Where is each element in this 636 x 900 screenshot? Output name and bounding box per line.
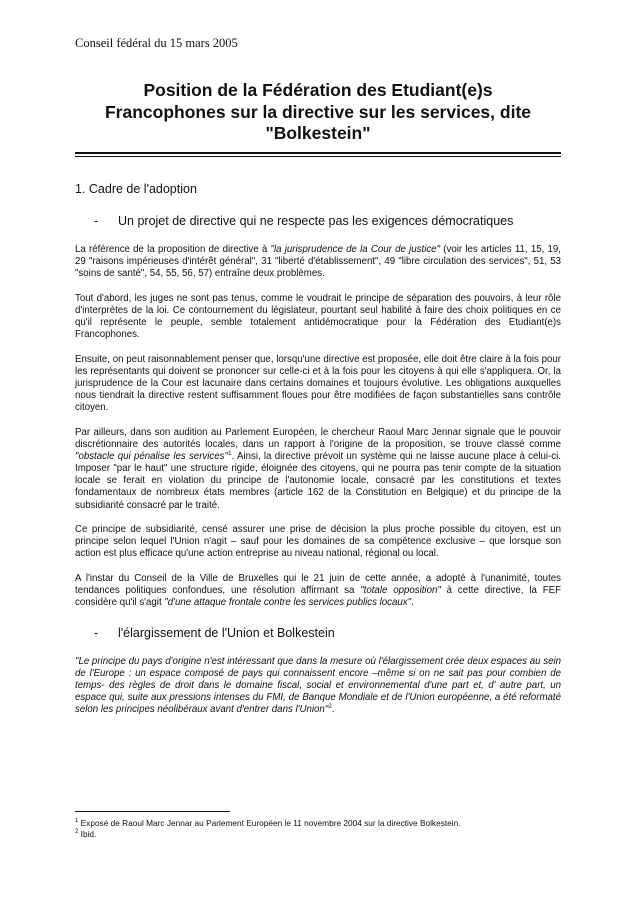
paragraph-3: Ensuite, on peut raisonnablement penser que, lorsqu'une directive est proposée, elle doit être claire à la fois pour les représentants qui doivent se prononcer sur celle-ci et à la fois pour les citoyens à qui elle s'appliquera. Or, la jurisprudence de la Cour est lacunaire dans certains domaines et toujours évolutive. Les obligations auxquelles nous tiendrait la directive restent suffisamment floues pour être modifiées de façon substantielles sans contrôle citoyen. <box>75 354 561 414</box>
footnote-separator <box>75 811 230 812</box>
title-rule-thin <box>75 156 561 157</box>
paragraph-4-quote: "obstacle qui pénalise les services" <box>75 451 228 463</box>
footnote-1-text: Exposé de Raoul Marc Jennar au Parlement Européen le 11 novembre 2004 sur la directive Bolkestein. <box>78 818 461 828</box>
paragraph-2: Tout d'abord, les juges ne sont pas tenus, comme le voudrait le principe de séparation des pouvoirs, à leur rôle d'interprètes de la loi. Ce contournement du législateur, pourtant seul habilité à faire des choix politiques en ce qu'il représente le peuple, semble totalement antidémocratique pour la Fédération des Etudiant(e)s Francophones. <box>75 293 561 341</box>
paragraph-1 <box>75 244 561 280</box>
footnotes <box>75 818 561 839</box>
paragraph-7-quote: "Le principe du pays d'origine n'est intéressant que dans la mesure où l'élargissement crée deux espaces au sein de l'Europe : un espace composé de pays qui connaissent encore –même si on ne sait pas pour combien de temps- des règles de droit dans le domaine fiscal, social et environnemental d'une part et, d' autre part, un espace qui, suite aux pressions intenses du FMI, de Banque Mondiale et de l'Union européenne, a été reformaté selon les principes néolibéraux avant d'entrer dans l'Union" <box>75 656 561 716</box>
paragraph-6 <box>75 573 561 609</box>
footnote-2-number: 2 <box>75 828 79 835</box>
subsection-1-dash: - <box>94 214 99 228</box>
paragraph-4-text-c: . Ainsi, la directive prévoit un système qui ne laisse aucune place à celui-ci. Imposer "par le haut" une structure rigide, éloignée des citoyens, qui ne pourra pas tenir compte de la situation locale se ferait en violation du principe de l'autonomie locale, consacré par les constitutions et textes fondamentaux de nombreux états membres (article 162 de la Constitution en Belgique) et du principe de la subsidiarité consacré par le traité. <box>75 451 561 511</box>
subsection-2-title: l'élargissement de l'Union et Bolkestein <box>118 626 335 640</box>
footnote-2-text: Ibid. <box>78 828 97 839</box>
paragraph-5: Ce principe de subsidiarité, censé assurer une prise de décision la plus proche possible du citoyen, est un principe selon lequel l'Union n'agit – sauf pour les domaines de sa compétence exclusive – que lorsque son action est plus efficace qu'une action entreprise au niveau national, régional ou local. <box>75 524 561 560</box>
footnote-ref-1: 1 <box>227 449 232 457</box>
subsection-2-dash: - <box>94 626 99 640</box>
paragraph-7 <box>75 656 561 716</box>
paragraph-6-quote-2: "d'une attaque frontale contre les services publics locaux" <box>164 597 412 609</box>
document-title <box>100 80 536 145</box>
section-1-heading: 1. Cadre de l'adoption <box>75 182 197 196</box>
subsection-1-title: Un projet de directive qui ne respecte pas les exigences démocratiques <box>118 214 514 228</box>
paragraph-6-text-a: A l'instar du Conseil de la Ville de Bruxelles qui le 21 juin de cette année, a adopté à l'unanimité, toutes tendances politiques confondues, une résolution affirmant sa <box>75 573 561 597</box>
paragraph-1-quote: "la jurisprudence de la Cour de justice" <box>270 244 441 255</box>
footnote-1 <box>75 818 561 829</box>
paragraph-7-end: . <box>331 704 335 716</box>
title-line-3: "Bolkestein" <box>265 123 371 143</box>
paragraph-4 <box>75 427 561 512</box>
title-line-2: Francophones sur la directive sur les services, dite <box>104 101 531 122</box>
paragraph-1-text-c: (voir les articles 11, 15, 19, 29 "raisons impérieuses d'intérêt général", 31 "liberté d'établissement", 49 "libre circulation des services", 51, 53 "soins de santé", 54, 55, 56, 57) entraîne deux problèmes. <box>75 244 561 280</box>
paragraph-4-text-a: Par ailleurs, dans son audition au Parlement Européen, le chercheur Raoul Marc Jennar signale que le pouvoir discrétionnaire des autorités locales, dans un rapport à l'origine de la proposition, se trouve classé comme <box>75 427 561 451</box>
paragraph-6-quote-1: "totale opposition" <box>360 585 441 597</box>
paragraph-6-text-e: . <box>411 597 414 609</box>
paragraph-1-text-a: La référence de la proposition de directive à <box>75 244 271 255</box>
document-header: Conseil fédéral du 15 mars 2005 <box>75 36 238 50</box>
footnote-ref-2: 2 <box>328 703 332 711</box>
title-line-1: Position de la Fédération des Etudiant(e)s <box>143 80 493 100</box>
footnote-2 <box>75 829 561 840</box>
paragraph-6-text-c: à cette directive, la FEF considère qu'il s'agit <box>75 585 562 609</box>
footnote-1-number: 1 <box>75 818 79 825</box>
title-rule-thick <box>75 152 561 154</box>
